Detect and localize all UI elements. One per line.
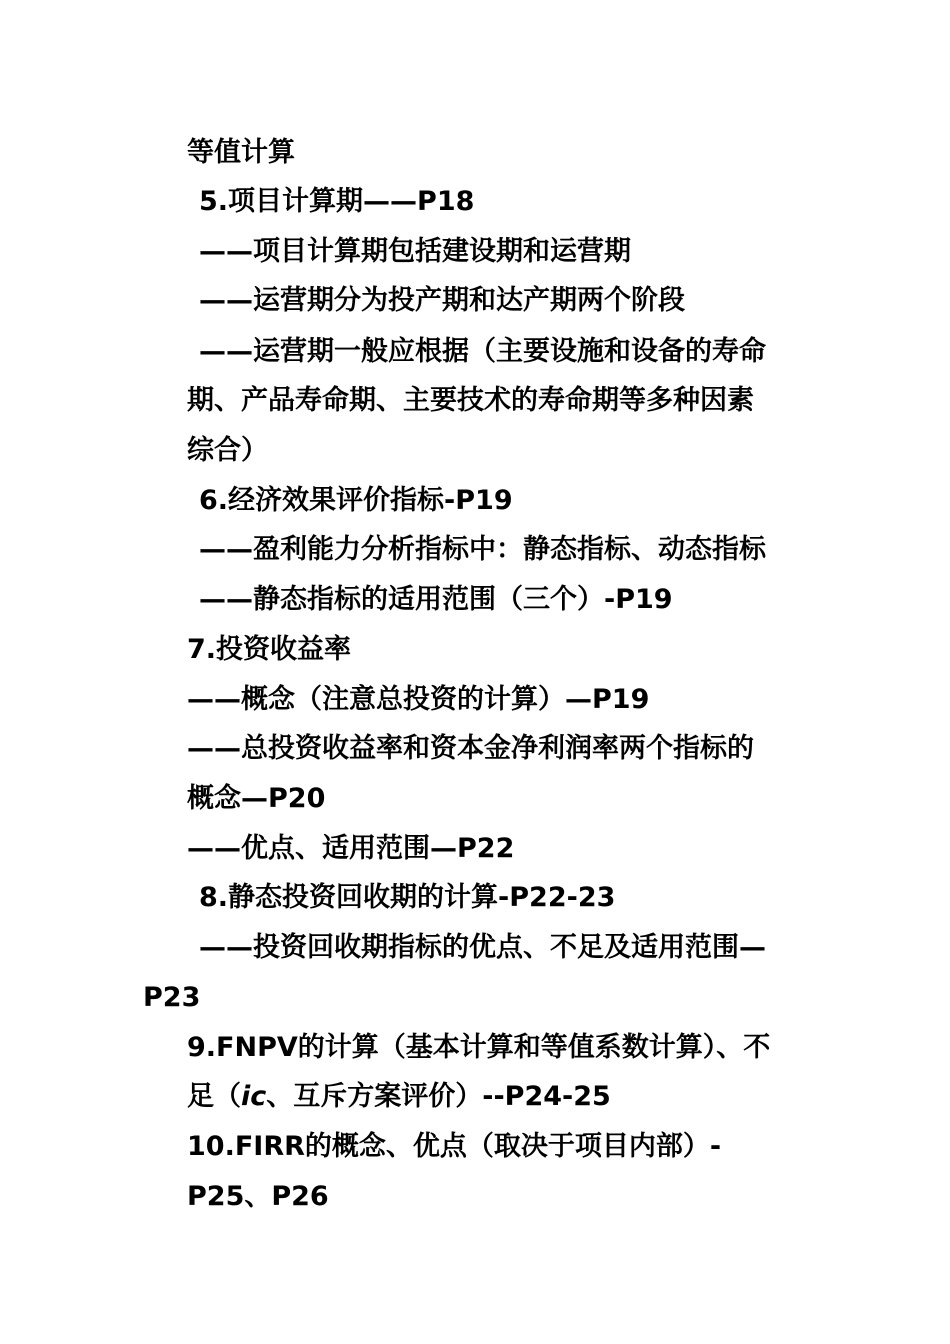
- text-line: ——运营期分为投产期和达产期两个阶段: [199, 285, 685, 316]
- text-line: 概念—P20: [187, 783, 326, 814]
- text-line: 9.FNPV的计算（基本计算和等值系数计算）、不: [187, 1032, 771, 1063]
- ic-symbol: ic: [241, 1081, 267, 1112]
- text-line: 7.投资收益率: [187, 634, 352, 665]
- text-line: ——运营期一般应根据（主要设施和设备的寿命: [199, 336, 766, 367]
- text-line: ——投资回收期指标的优点、不足及适用范围—: [199, 932, 766, 963]
- text-line: ——概念（注意总投资的计算）—P19: [187, 684, 650, 715]
- text-line: 等值计算: [187, 137, 295, 168]
- text-line: 6.经济效果评价指标-P19: [199, 485, 513, 516]
- text-line: 期、产品寿命期、主要技术的寿命期等多种因素: [187, 385, 754, 416]
- text-line: 8.静态投资回收期的计算-P22-23: [199, 882, 616, 913]
- text-line: ——盈利能力分析指标中：静态指标、动态指标: [199, 534, 766, 565]
- text-line: 10.FIRR的概念、优点（取决于项目内部）-: [187, 1131, 722, 1162]
- text-line: P23: [143, 982, 201, 1013]
- text-line: ——静态指标的适用范围（三个）-P19: [199, 584, 673, 615]
- text-line: 综合）: [187, 435, 268, 466]
- text-line: ——优点、适用范围—P22: [187, 833, 515, 864]
- text-segment: 足（: [187, 1081, 241, 1112]
- text-line: ——项目计算期包括建设期和运营期: [199, 236, 631, 267]
- text-line: P25、P26: [187, 1181, 329, 1212]
- text-line: ——总投资收益率和资本金净利润率两个指标的: [187, 733, 754, 764]
- text-line: 5.项目计算期——P18: [199, 186, 475, 217]
- text-segment: 、互斥方案评价）--P24-25: [266, 1081, 611, 1112]
- text-line: [187, 1080, 611, 1114]
